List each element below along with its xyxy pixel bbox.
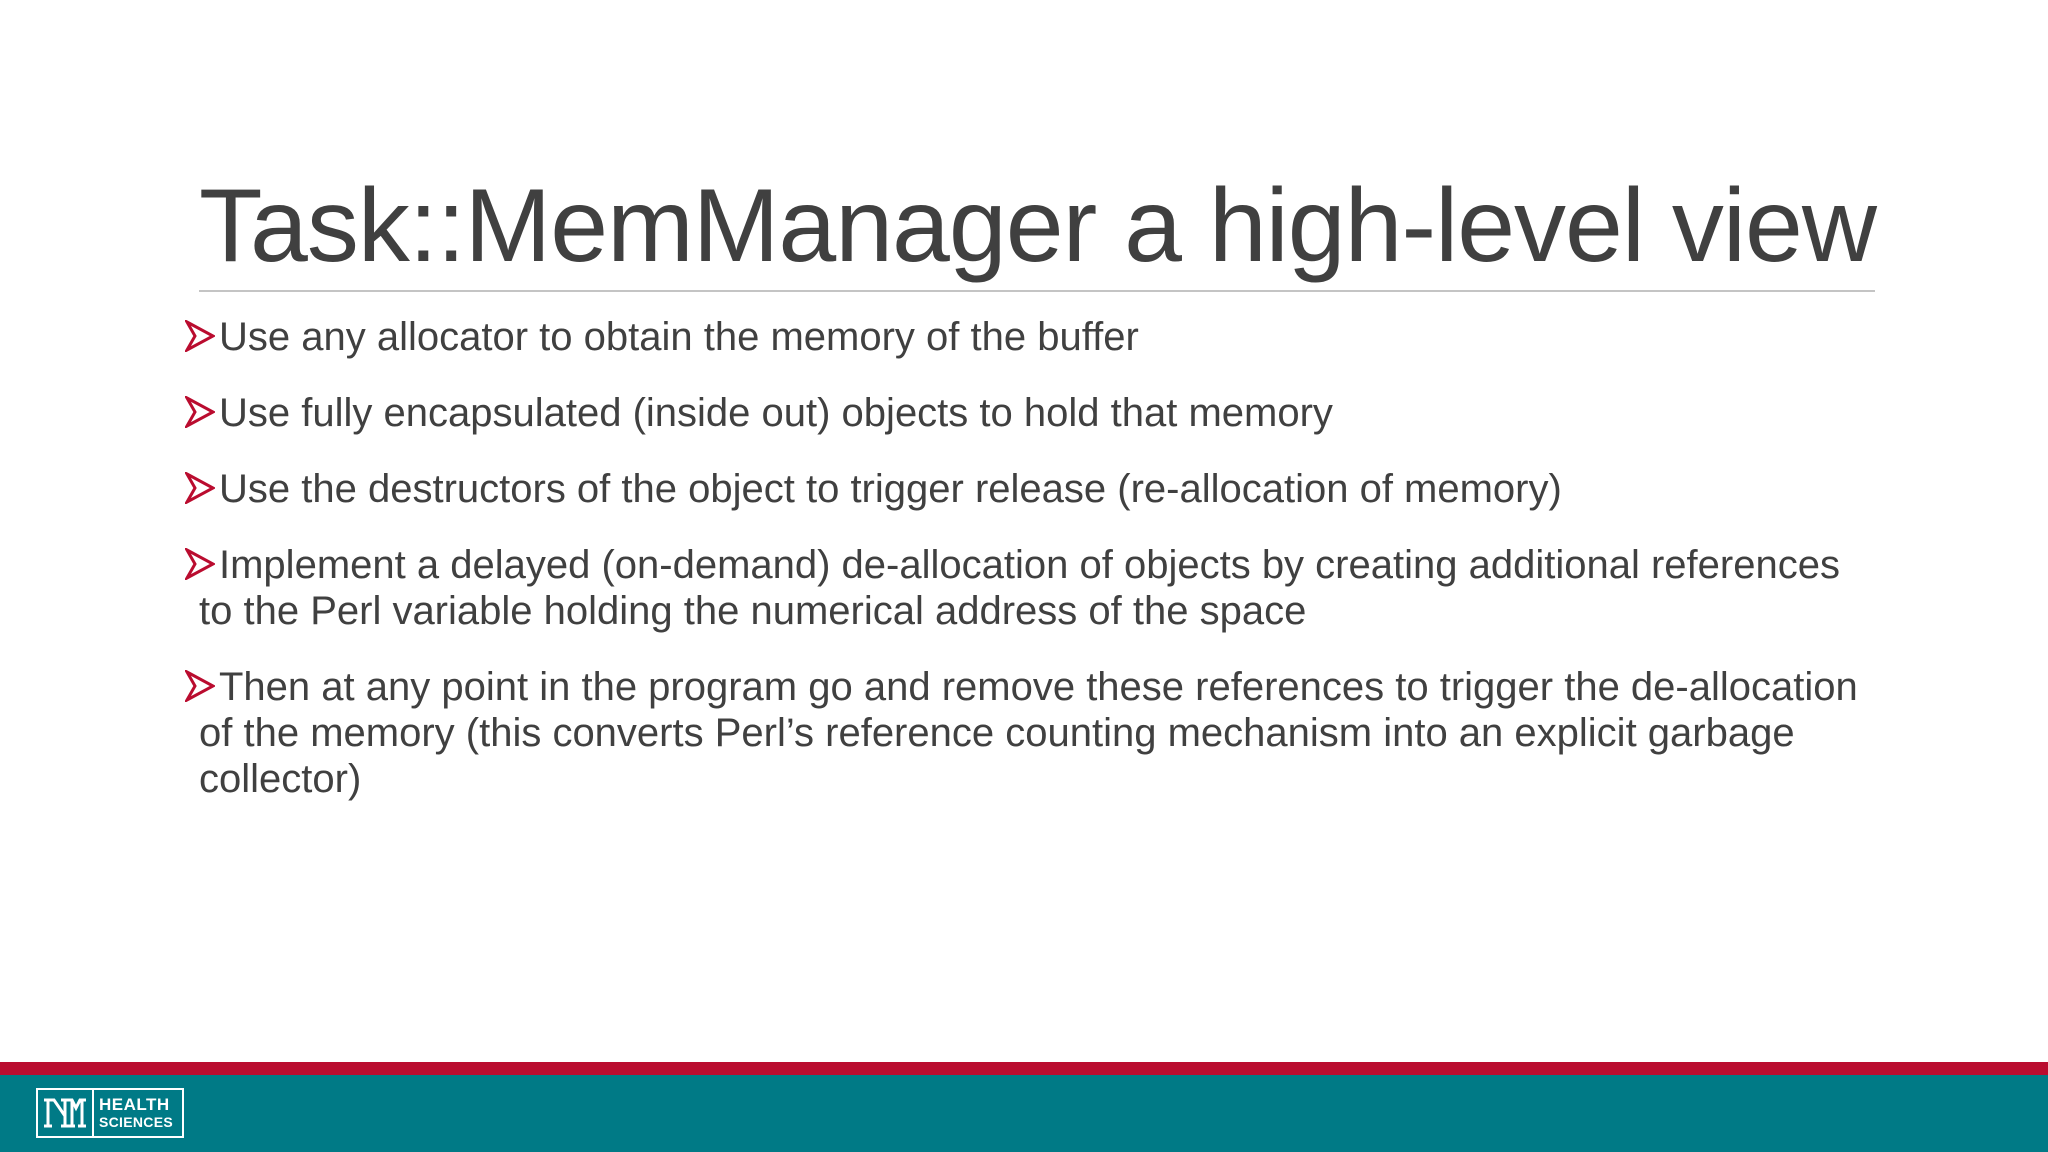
bullet-item (199, 466, 1859, 512)
bullet-list (199, 314, 1859, 832)
bullet-item (199, 542, 1859, 634)
bullet-text: Use the destructors of the object to trigger release (re-allocation of memory) (219, 467, 1562, 511)
unm-health-sciences-logo (36, 1088, 184, 1138)
unm-logo-icon (38, 1090, 94, 1136)
bullet-text: Use any allocator to obtain the memory of the buffer (219, 315, 1139, 359)
arrowhead-bullet-icon (185, 670, 215, 702)
arrowhead-bullet-icon (185, 548, 215, 580)
bullet-item (199, 314, 1859, 360)
bullet-text: Use fully encapsulated (inside out) objects to hold that memory (219, 391, 1333, 435)
footer-bar (0, 1075, 2048, 1152)
arrowhead-bullet-icon (185, 320, 215, 352)
bullet-item (199, 390, 1859, 436)
title-divider (199, 290, 1875, 292)
arrowhead-bullet-icon (185, 472, 215, 504)
bullet-text: Implement a delayed (on-demand) de-allocation of objects by creating additional references to the Perl variable holding the numerical address of the space (199, 543, 1840, 633)
logo-sciences-text: SCIENCES (99, 1114, 173, 1130)
logo-wordmark (94, 1096, 173, 1130)
bullet-item (199, 664, 1859, 802)
slide-title: Task::MemManager a high-level view (199, 168, 1876, 284)
footer-accent-stripe (0, 1062, 2048, 1075)
arrowhead-bullet-icon (185, 396, 215, 428)
bullet-text: Then at any point in the program go and remove these references to trigger the de-allocation of the memory (this converts Perl’s reference counting mechanism into an explicit garbage collector) (199, 665, 1858, 801)
logo-health-text: HEALTH (99, 1095, 170, 1114)
